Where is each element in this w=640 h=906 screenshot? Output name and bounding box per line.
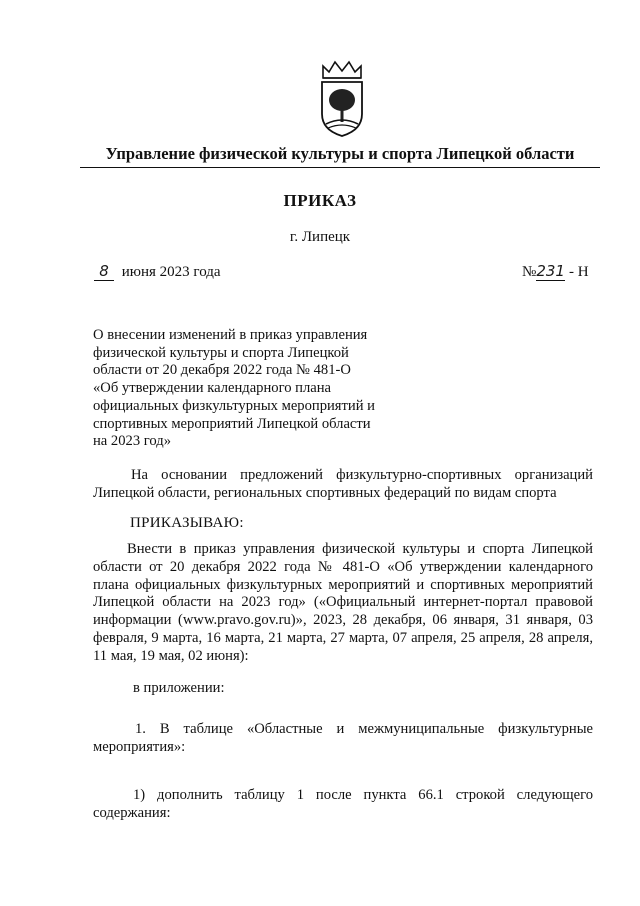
document-subject [93,327,413,451]
paragraph-line: Липецкой области, региональных спортивных федераций по видам спорта [93,484,557,501]
organization-name: Управление физической культуры и спорта Липецкой области [80,144,600,168]
document-type-title: ПРИКАЗ [283,191,357,210]
item-1-1-paragraph [93,787,593,823]
paragraph-line: Липецкой области на 2023 год» («Официальный интернет-портал правовой [93,594,593,611]
item-1-paragraph [93,721,593,757]
number-suffix: - Н [568,264,589,280]
paragraph-line: мероприятия»: [93,738,186,755]
subject-line: официальных физкультурных мероприятий и [93,397,375,414]
handwritten-number: 231 [536,262,565,280]
paragraph-line: области от 20 декабря 2022 года № 481-О «Об утверждении календарного [93,558,593,575]
paragraph-line: Внести в приказ управления физической культуры и спорта Липецкой [127,541,593,557]
subject-line: О внесении изменений в приказ управления [93,327,368,343]
order-word: ПРИКАЗЫВАЮ: [130,515,244,531]
document-date [94,262,221,281]
paragraph-line: 1) дополнить таблицу 1 после пункта 66.1 строкой следующего [133,787,593,803]
document-number [522,262,589,281]
order-paragraph [93,541,593,666]
subject-line: на 2023 год» [93,433,171,450]
number-sign: № [522,264,537,280]
coat-of-arms-icon [317,58,367,138]
paragraph-line: плана официальных физкультурных мероприятий и спортивных мероприятий [93,576,593,593]
subject-line: «Об утверждении календарного плана [93,380,332,397]
paragraph-line: На основании предложений физкультурно-спортивных организаций [131,467,593,483]
subject-line: спортивных мероприятий Липецкой области [93,415,371,432]
basis-paragraph [93,467,593,503]
paragraph-line: 1. В таблице «Областные и межмуниципальные физкультурные [135,721,593,737]
date-month-year: июня 2023 года [121,264,221,280]
subject-line: области от 20 декабря 2022 года № 481-О [93,362,351,379]
paragraph-line: информации (www.pravo.gov.ru)», 2023, 28 декабря, 06 января, 31 января, 03 [93,612,593,629]
subject-line: физической культуры и спорта Липецкой [93,344,349,361]
document-city: г. Липецк [289,229,351,245]
paragraph-line: февраля, 9 марта, 16 марта, 21 марта, 27 марта, 07 апреля, 25 апреля, 28 апреля, [93,629,593,646]
paragraph-line: 11 мая, 19 мая, 02 июня): [93,647,249,664]
handwritten-day: 8 [94,262,114,281]
attachment-heading: в приложении: [133,680,225,696]
paragraph-line: содержания: [93,804,171,821]
